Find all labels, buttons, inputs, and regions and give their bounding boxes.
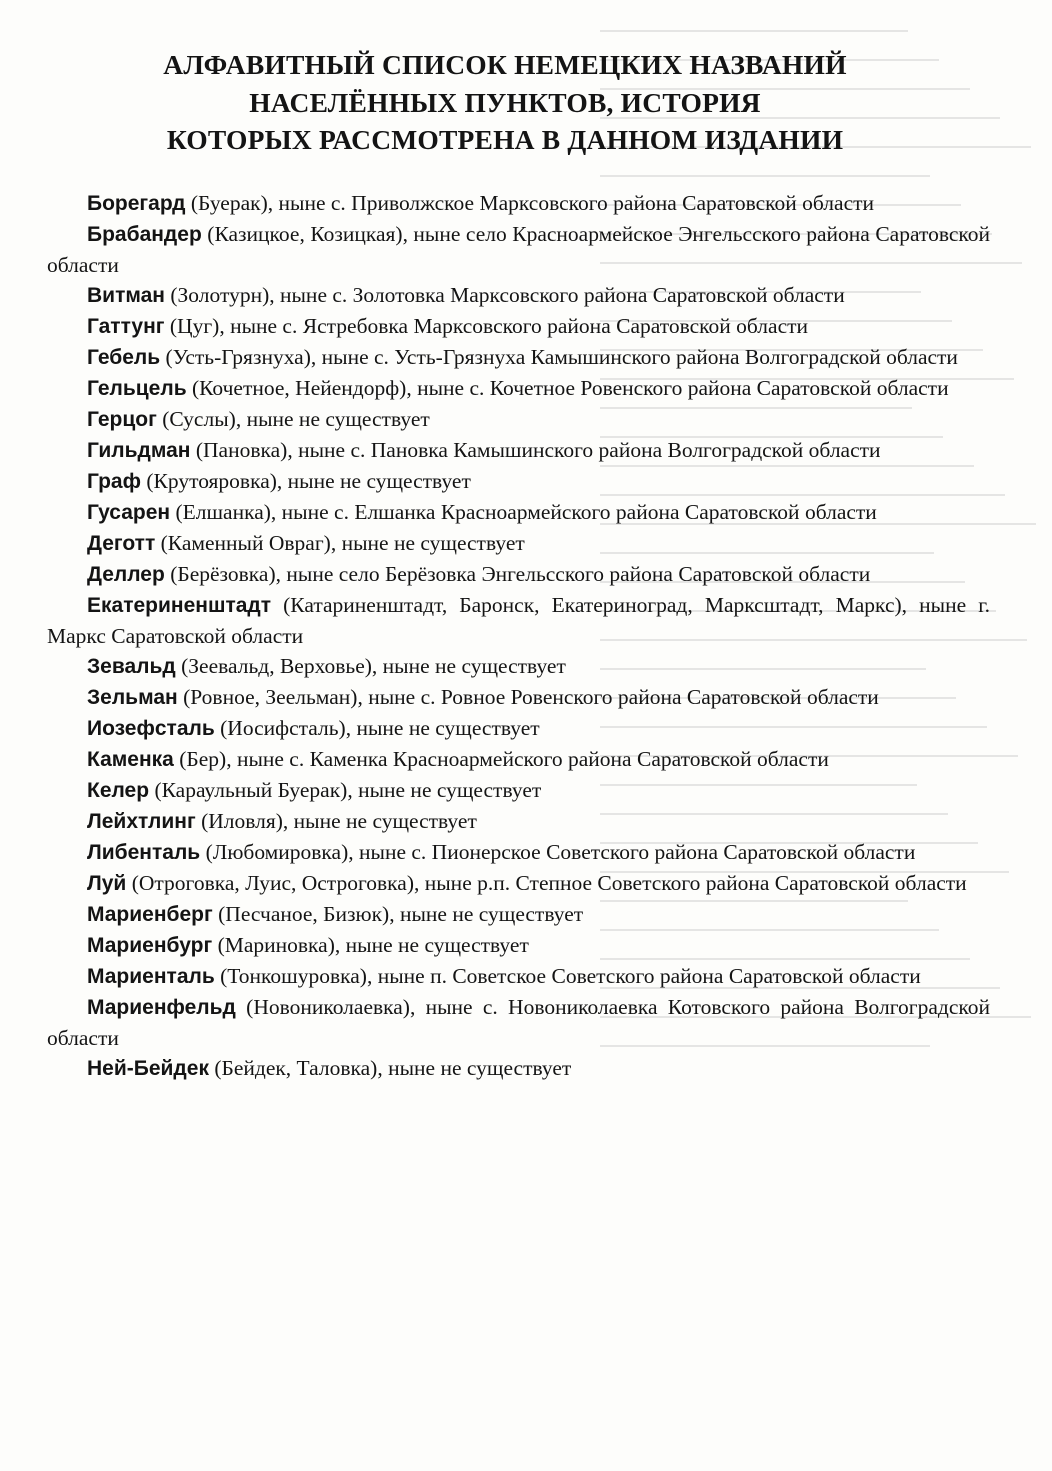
- list-item: [47, 806, 990, 837]
- settlement-alt-names: (Крутояровка): [146, 469, 277, 493]
- settlement-german-name: Борегард: [87, 192, 186, 215]
- settlement-german-name: Либенталь: [87, 841, 201, 864]
- settlement-german-name: Граф: [87, 470, 141, 493]
- settlement-alt-names: (Любомировка): [205, 840, 349, 864]
- title-line: КОТОРЫХ РАССМОТРЕНА В ДАННОМ ИЗДАНИИ: [166, 124, 844, 155]
- settlement-alt-names: (Берёзовка): [170, 562, 276, 586]
- list-item: [47, 899, 990, 930]
- settlement-alt-names: (Бер): [179, 747, 227, 771]
- settlement-alt-names: (Отроговка, Луис, Остроговка): [131, 871, 414, 895]
- settlement-current-status: , ныне с. Усть-Грязнуха Камышинского района Волгоградской области: [310, 345, 958, 369]
- settlement-current-status: , ныне с. Каменка Красноармейского района Саратовской области: [226, 747, 829, 771]
- settlement-german-name: Деготт: [87, 532, 156, 555]
- settlement-current-status: , ныне п. Советское Советского района Саратовской области: [366, 964, 921, 988]
- settlement-current-status: , ныне с. Елшанка Красноармейского района Саратовской области: [270, 500, 877, 524]
- settlement-german-name: Гебель: [87, 346, 161, 369]
- settlement-current-status: , ныне не существует: [345, 716, 540, 740]
- settlement-german-name: Екатериненштадт: [87, 594, 272, 617]
- settlement-alt-names: (Катариненштадт, Баронск, Екатериноград, Марксштадт, Маркс): [283, 593, 902, 617]
- settlement-alt-names: (Каменный Овраг): [160, 531, 331, 555]
- settlement-current-status: , ныне не существует: [389, 902, 584, 926]
- settlement-current-status: , ныне село Берёзовка Энгельсского района Саратовской области: [275, 562, 871, 586]
- settlement-alt-names: (Зеевальд, Верховье): [181, 654, 372, 678]
- settlement-alt-names: (Суслы): [162, 407, 236, 431]
- list-item: [47, 497, 990, 528]
- settlement-alt-names: (Казицкое, Козицкая): [207, 222, 403, 246]
- list-item: [47, 930, 990, 961]
- list-item: [47, 466, 990, 497]
- settlement-current-status: , ныне село Красноармейское Энгельсского района Саратовской области: [47, 222, 991, 277]
- settlement-current-status: , ныне не существует: [282, 809, 477, 833]
- settlement-current-status: , ныне не существует: [334, 933, 529, 957]
- settlement-alt-names: (Цуг): [169, 314, 220, 338]
- settlement-german-name: Витман: [87, 284, 165, 307]
- settlement-alt-names: (Иловля): [201, 809, 283, 833]
- list-item: [47, 311, 990, 342]
- settlement-current-status: , ныне с. Пионерское Советского района Саратовской области: [348, 840, 916, 864]
- settlement-alt-names: (Мариновка): [217, 933, 335, 957]
- settlement-german-name: Гельцель: [87, 377, 187, 400]
- settlement-current-status: , ныне с. Кочетное Ровенского района Саратовской области: [406, 376, 949, 400]
- settlement-alt-names: (Песчаное, Бизюк): [218, 902, 390, 926]
- settlement-current-status: , ныне с. Ровное Ровенского района Саратовской области: [357, 685, 879, 709]
- list-item: [47, 373, 990, 404]
- settlement-alt-names: (Тонкошуровка): [220, 964, 367, 988]
- show-through-line: [600, 30, 908, 32]
- settlement-german-name: Луй: [87, 872, 127, 895]
- list-item: [47, 992, 990, 1053]
- settlement-german-name: Мариенбург: [87, 934, 213, 957]
- settlement-current-status: , ныне р.п. Степное Советского района Саратовской области: [413, 871, 967, 895]
- list-item: [47, 528, 990, 559]
- list-item: [47, 188, 990, 219]
- settlement-german-name: Гильдман: [87, 439, 191, 462]
- settlement-current-status: , ныне не существует: [371, 654, 566, 678]
- settlement-german-name: Зельман: [87, 686, 178, 709]
- settlement-current-status: , ныне с. Золотовка Марксовского района Саратовской области: [269, 283, 845, 307]
- list-item: [47, 651, 990, 682]
- settlement-german-name: Деллер: [87, 563, 165, 586]
- settlement-german-name: Мариенберг: [87, 903, 213, 926]
- settlement-german-name: Келер: [87, 779, 150, 802]
- list-item: [47, 590, 990, 651]
- list-item: [47, 1053, 990, 1084]
- page-title: [60, 46, 950, 159]
- settlement-current-status: , ныне г. Маркс Саратовской области: [47, 593, 990, 648]
- settlement-current-status: , ныне не существует: [330, 531, 525, 555]
- settlement-german-name: Лейхтлинг: [87, 810, 196, 833]
- settlement-german-name: Ней-Бейдек: [87, 1057, 209, 1080]
- settlement-current-status: , ныне не существует: [377, 1056, 572, 1080]
- show-through-line: [600, 175, 930, 177]
- settlement-alt-names: (Буерак): [190, 191, 268, 215]
- settlement-german-name: Иозефсталь: [87, 717, 215, 740]
- settlement-alt-names: (Караульный Буерак): [154, 778, 348, 802]
- list-item: [47, 219, 990, 280]
- settlement-alt-names: (Пановка): [195, 438, 288, 462]
- list-item: [47, 404, 990, 435]
- settlement-german-name: Герцог: [87, 408, 157, 431]
- settlement-german-name: Брабандер: [87, 223, 202, 246]
- settlement-current-status: , ныне с. Новониколаевка Котовского района Волгоградской области: [47, 995, 990, 1050]
- settlement-current-status: , ныне с. Пановка Камышинского района Волгоградской области: [287, 438, 881, 462]
- settlement-alt-names: (Иосифсталь): [220, 716, 346, 740]
- settlement-alt-names: (Усть-Грязнуха): [165, 345, 311, 369]
- list-item: [47, 744, 990, 775]
- settlement-alt-names: (Бейдек, Таловка): [214, 1056, 378, 1080]
- settlement-german-name: Зевальд: [87, 655, 176, 678]
- list-item: [47, 713, 990, 744]
- list-item: [47, 775, 990, 806]
- list-item: [47, 435, 990, 466]
- settlement-alt-names: (Елшанка): [175, 500, 271, 524]
- list-item: [47, 682, 990, 713]
- list-item: [47, 837, 990, 868]
- list-item: [47, 342, 990, 373]
- settlement-current-status: , ныне не существует: [347, 778, 542, 802]
- settlement-alt-names: (Ровное, Зеельман): [183, 685, 358, 709]
- settlement-german-name: Мариенфельд: [87, 996, 236, 1019]
- settlement-german-name: Мариенталь: [87, 965, 215, 988]
- settlement-current-status: , ныне не существует: [276, 469, 471, 493]
- settlement-german-name: Гаттунг: [87, 315, 165, 338]
- settlement-current-status: , ныне с. Приволжское Марксовского района Саратовской области: [267, 191, 875, 215]
- settlement-current-status: , ныне не существует: [235, 407, 430, 431]
- settlement-german-name: Каменка: [87, 748, 174, 771]
- list-item: [47, 280, 990, 311]
- settlement-german-name: Гусарен: [87, 501, 171, 524]
- settlement-alt-names: (Кочетное, Нейендорф): [191, 376, 407, 400]
- title-line: НАСЕЛЁННЫХ ПУНКТОВ, ИСТОРИЯ: [249, 86, 761, 118]
- settlement-current-status: , ныне с. Ястребовка Марксовского района Саратовской области: [219, 314, 809, 338]
- list-item: [47, 961, 990, 992]
- list-item: [47, 559, 990, 590]
- settlement-alt-names: (Новониколаевка): [246, 995, 410, 1019]
- settlement-list: [47, 188, 990, 1084]
- list-item: [47, 868, 990, 899]
- settlement-alt-names: (Золотурн): [170, 283, 270, 307]
- title-line: АЛФАВИТНЫЙ СПИСОК НЕМЕЦКИХ НАЗВАНИЙ: [163, 49, 847, 80]
